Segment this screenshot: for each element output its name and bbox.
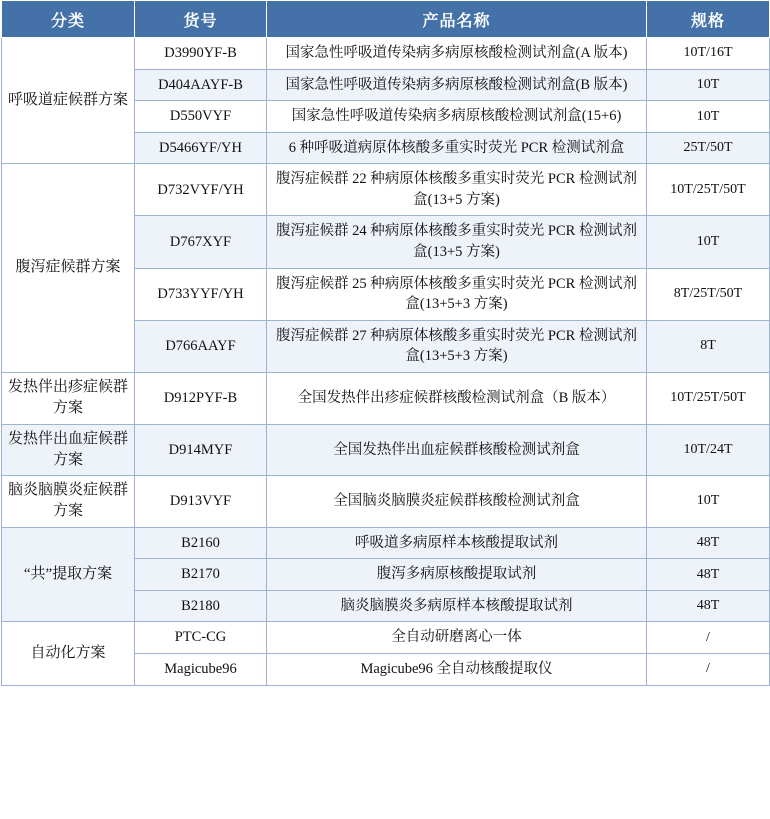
table-row xyxy=(2,476,770,528)
table-row xyxy=(2,372,770,424)
cell-product-code: D5466YF/YH xyxy=(135,132,267,164)
cell-spec: 10T/25T/50T xyxy=(647,164,770,216)
cell-product-name: 腹泻多病原核酸提取试剂 xyxy=(267,559,647,591)
table-row xyxy=(2,424,770,476)
cell-category: 发热伴出血症候群方案 xyxy=(2,424,135,476)
cell-product-name: 国家急性呼吸道传染病多病原核酸检测试剂盒(B 版本) xyxy=(267,69,647,101)
cell-product-code: D404AAYF-B xyxy=(135,69,267,101)
cell-product-name: 腹泻症候群 24 种病原体核酸多重实时荧光 PCR 检测试剂盒(13+5 方案) xyxy=(267,216,647,268)
cell-product-name: 全国发热伴出疹症候群核酸检测试剂盒（B 版本） xyxy=(267,372,647,424)
cell-spec: 10T/24T xyxy=(647,424,770,476)
cell-product-name: 腹泻症候群 27 种病原体核酸多重实时荧光 PCR 检测试剂盒(13+5+3 方案) xyxy=(267,320,647,372)
table-row xyxy=(2,527,770,559)
cell-spec: 48T xyxy=(647,590,770,622)
column-header-code: 货号 xyxy=(135,1,267,38)
cell-product-code: D733YYF/YH xyxy=(135,268,267,320)
cell-spec: 10T xyxy=(647,476,770,528)
table-body xyxy=(2,38,770,686)
cell-spec: 10T/25T/50T xyxy=(647,372,770,424)
table-row xyxy=(2,164,770,216)
table-row xyxy=(2,622,770,654)
cell-category: 呼吸道症候群方案 xyxy=(2,38,135,164)
cell-product-code: B2170 xyxy=(135,559,267,591)
cell-spec: / xyxy=(647,654,770,686)
cell-spec: / xyxy=(647,622,770,654)
cell-spec: 10T xyxy=(647,216,770,268)
cell-product-code: PTC-CG xyxy=(135,622,267,654)
cell-product-code: Magicube96 xyxy=(135,654,267,686)
cell-spec: 48T xyxy=(647,559,770,591)
cell-product-name: 腹泻症候群 22 种病原体核酸多重实时荧光 PCR 检测试剂盒(13+5 方案) xyxy=(267,164,647,216)
cell-product-name: 全国发热伴出血症候群核酸检测试剂盒 xyxy=(267,424,647,476)
cell-spec: 8T/25T/50T xyxy=(647,268,770,320)
cell-product-name: 腹泻症候群 25 种病原体核酸多重实时荧光 PCR 检测试剂盒(13+5+3 方案) xyxy=(267,268,647,320)
cell-product-name: 全国脑炎脑膜炎症候群核酸检测试剂盒 xyxy=(267,476,647,528)
cell-spec: 48T xyxy=(647,527,770,559)
cell-product-code: B2180 xyxy=(135,590,267,622)
cell-category: 脑炎脑膜炎症候群方案 xyxy=(2,476,135,528)
cell-product-code: D912PYF-B xyxy=(135,372,267,424)
cell-spec: 10T/16T xyxy=(647,38,770,70)
cell-product-code: B2160 xyxy=(135,527,267,559)
cell-product-code: D550VYF xyxy=(135,101,267,133)
cell-category: 发热伴出疹症候群方案 xyxy=(2,372,135,424)
cell-spec: 8T xyxy=(647,320,770,372)
cell-product-code: D914MYF xyxy=(135,424,267,476)
cell-category: “共”提取方案 xyxy=(2,527,135,622)
table-header-row xyxy=(2,1,770,38)
cell-product-name: 国家急性呼吸道传染病多病原核酸检测试剂盒(A 版本) xyxy=(267,38,647,70)
cell-category: 腹泻症候群方案 xyxy=(2,164,135,373)
cell-product-name: 6 种呼吸道病原体核酸多重实时荧光 PCR 检测试剂盒 xyxy=(267,132,647,164)
cell-product-name: Magicube96 全自动核酸提取仪 xyxy=(267,654,647,686)
cell-product-name: 国家急性呼吸道传染病多病原核酸检测试剂盒(15+6) xyxy=(267,101,647,133)
table-row xyxy=(2,38,770,70)
product-catalog-table xyxy=(1,0,770,686)
column-header-spec: 规格 xyxy=(647,1,770,38)
cell-spec: 10T xyxy=(647,69,770,101)
column-header-category: 分类 xyxy=(2,1,135,38)
cell-product-name: 全自动研磨离心一体 xyxy=(267,622,647,654)
column-header-product-name: 产品名称 xyxy=(267,1,647,38)
cell-product-code: D766AAYF xyxy=(135,320,267,372)
cell-product-name: 呼吸道多病原样本核酸提取试剂 xyxy=(267,527,647,559)
cell-category: 自动化方案 xyxy=(2,622,135,685)
cell-product-code: D732VYF/YH xyxy=(135,164,267,216)
cell-spec: 10T xyxy=(647,101,770,133)
cell-product-code: D767XYF xyxy=(135,216,267,268)
cell-product-code: D913VYF xyxy=(135,476,267,528)
cell-product-code: D3990YF-B xyxy=(135,38,267,70)
cell-product-name: 脑炎脑膜炎多病原样本核酸提取试剂 xyxy=(267,590,647,622)
cell-spec: 25T/50T xyxy=(647,132,770,164)
